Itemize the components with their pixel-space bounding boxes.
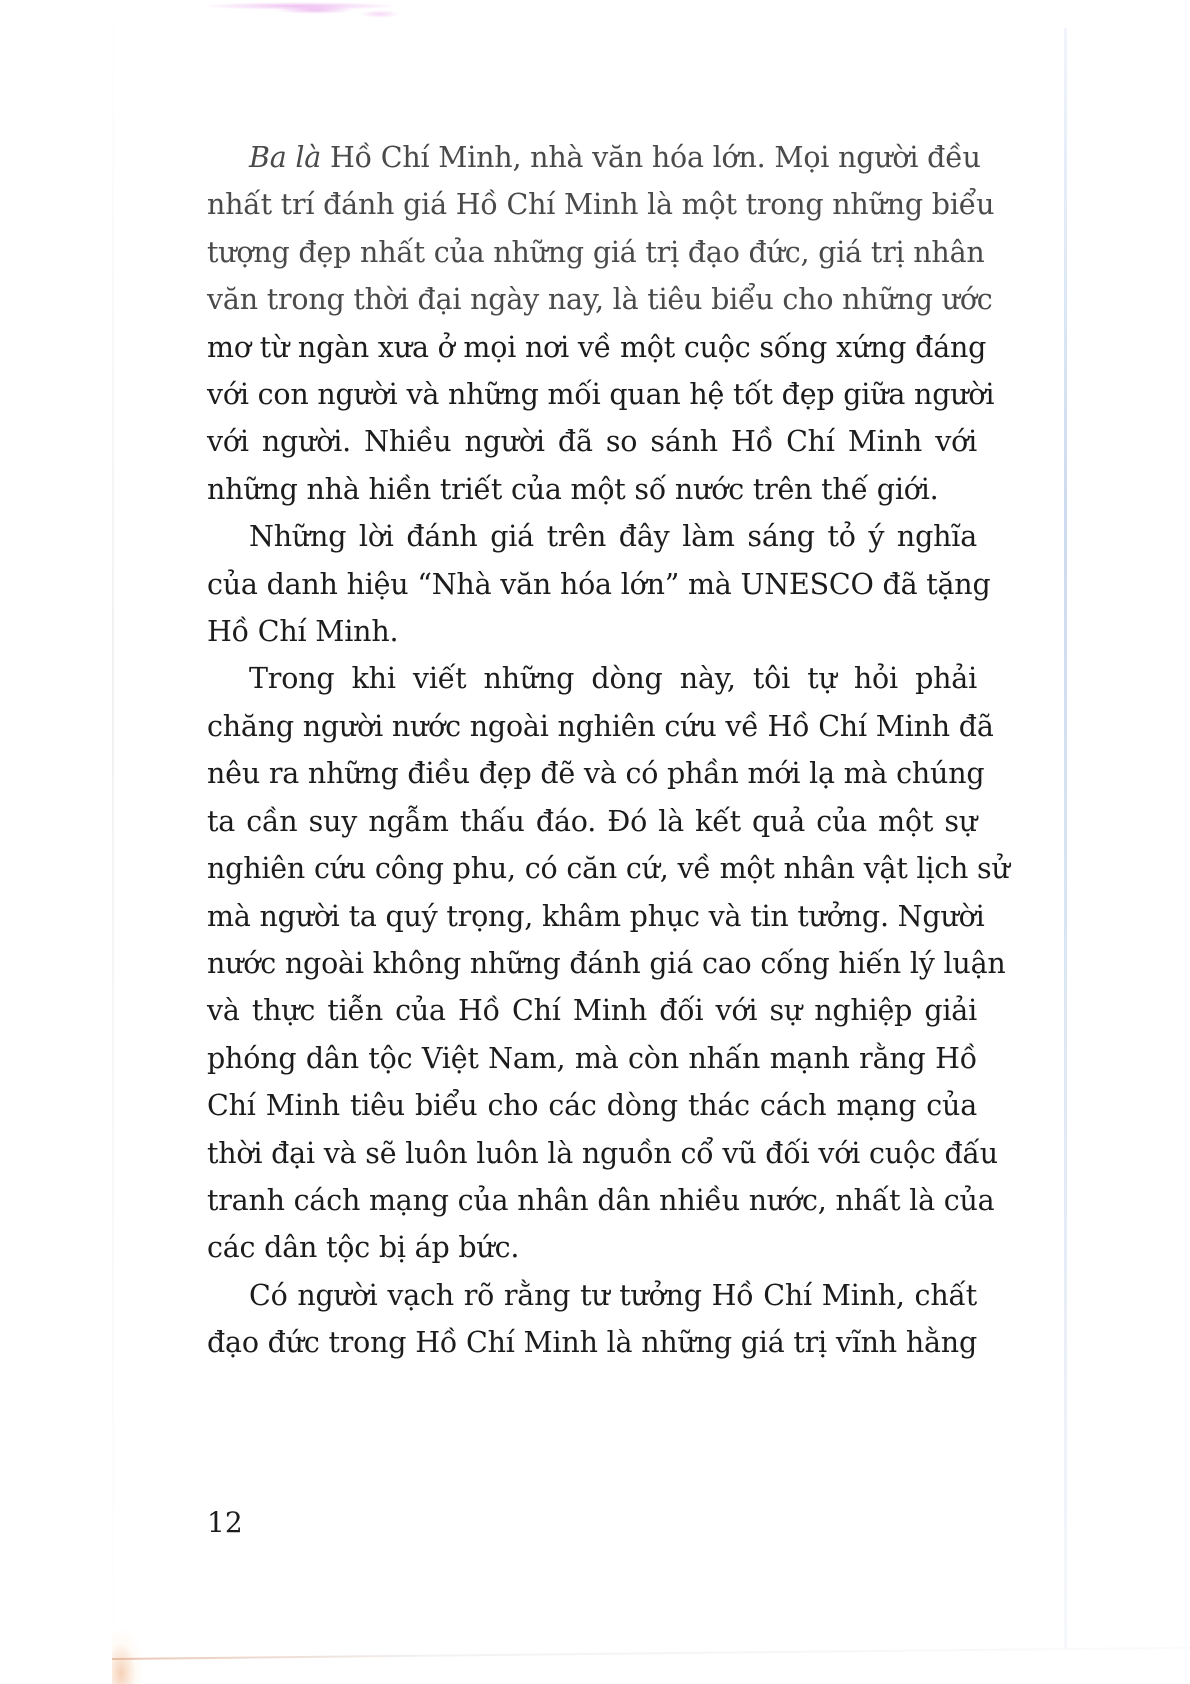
- scan-smudge: [275, 6, 355, 14]
- paragraph: [207, 134, 995, 513]
- page-bottom-edge: [112, 1647, 1190, 1660]
- text-line: với người. Nhiều người đã so sánh Hồ Chí Minh với: [207, 425, 977, 459]
- text-line: tượng đẹp nhất của những giá trị đạo đức, giá trị nhân: [207, 235, 985, 269]
- text-line: với con người và những mối quan hệ tốt đẹp giữa người: [207, 378, 995, 412]
- text-line: Có người vạch rõ rằng tư tưởng Hồ Chí Minh, chất: [249, 1278, 977, 1312]
- text-line: Ba là Hồ Chí Minh, nhà văn hóa lớn. Mọi người đều: [249, 141, 981, 174]
- text-line: đạo đức trong Hồ Chí Minh là những giá trị vĩnh hằng: [207, 1326, 977, 1360]
- text-line: ta cần suy ngẫm thấu đáo. Đó là kết quả của một sự: [207, 804, 977, 838]
- text-line: Hồ Chí Minh.: [207, 615, 399, 649]
- text-line: phóng dân tộc Việt Nam, mà còn nhấn mạnh rằng Hồ: [207, 1041, 977, 1075]
- text-line: nghiên cứu công phu, có căn cứ, về một nhân vật lịch sử: [207, 852, 1010, 886]
- paragraph: [207, 513, 991, 655]
- text-line: Trong khi viết những dòng này, tôi tự hỏi phải: [249, 662, 977, 696]
- text-line: Những lời đánh giá trên đây làm sáng tỏ ý nghĩa: [249, 520, 977, 554]
- page-right-edge: [1064, 28, 1067, 1648]
- body-text: [207, 134, 1010, 1367]
- text-line: những nhà hiền triết của một số nước trên thế giới.: [207, 472, 939, 506]
- text-line: và thực tiễn của Hồ Chí Minh đối với sự nghiệp giải: [207, 994, 977, 1028]
- text-line: văn trong thời đại ngày nay, là tiêu biểu cho những ước: [207, 283, 993, 317]
- italic-lead: Ba là: [249, 141, 322, 174]
- scan-smudge: [360, 10, 400, 18]
- text-line: nhất trí đánh giá Hồ Chí Minh là một trong những biểu: [207, 188, 995, 222]
- text-line: mà người ta quý trọng, khâm phục và tin tưởng. Người: [207, 899, 985, 933]
- text-line: Chí Minh tiêu biểu cho các dòng thác cách mạng của: [207, 1089, 977, 1123]
- text-line: tranh cách mạng của nhân dân nhiều nước, nhất là của: [207, 1183, 995, 1217]
- text-line: nêu ra những điều đẹp đẽ và có phần mới lạ mà chúng: [207, 757, 985, 791]
- page-number: 12: [207, 1506, 243, 1539]
- text-line: các dân tộc bị áp bức.: [207, 1231, 520, 1265]
- page-gutter-shadow: [112, 0, 114, 1684]
- text-line: thời đại và sẽ luôn luôn là nguồn cổ vũ đối với cuộc đấu: [207, 1136, 998, 1170]
- text-line: của danh hiệu “Nhà văn hóa lớn” mà UNESCO đã tặng: [207, 567, 991, 601]
- paragraph: [207, 655, 1010, 1271]
- text-line: nước ngoài không những đánh giá cao cống hiến lý luận: [207, 946, 1006, 980]
- text-line: mơ từ ngàn xưa ở mọi nơi về một cuộc sống xứng đáng: [207, 330, 987, 364]
- text-line: chăng người nước ngoài nghiên cứu về Hồ Chí Minh đã: [207, 709, 994, 743]
- paragraph: [207, 1272, 977, 1367]
